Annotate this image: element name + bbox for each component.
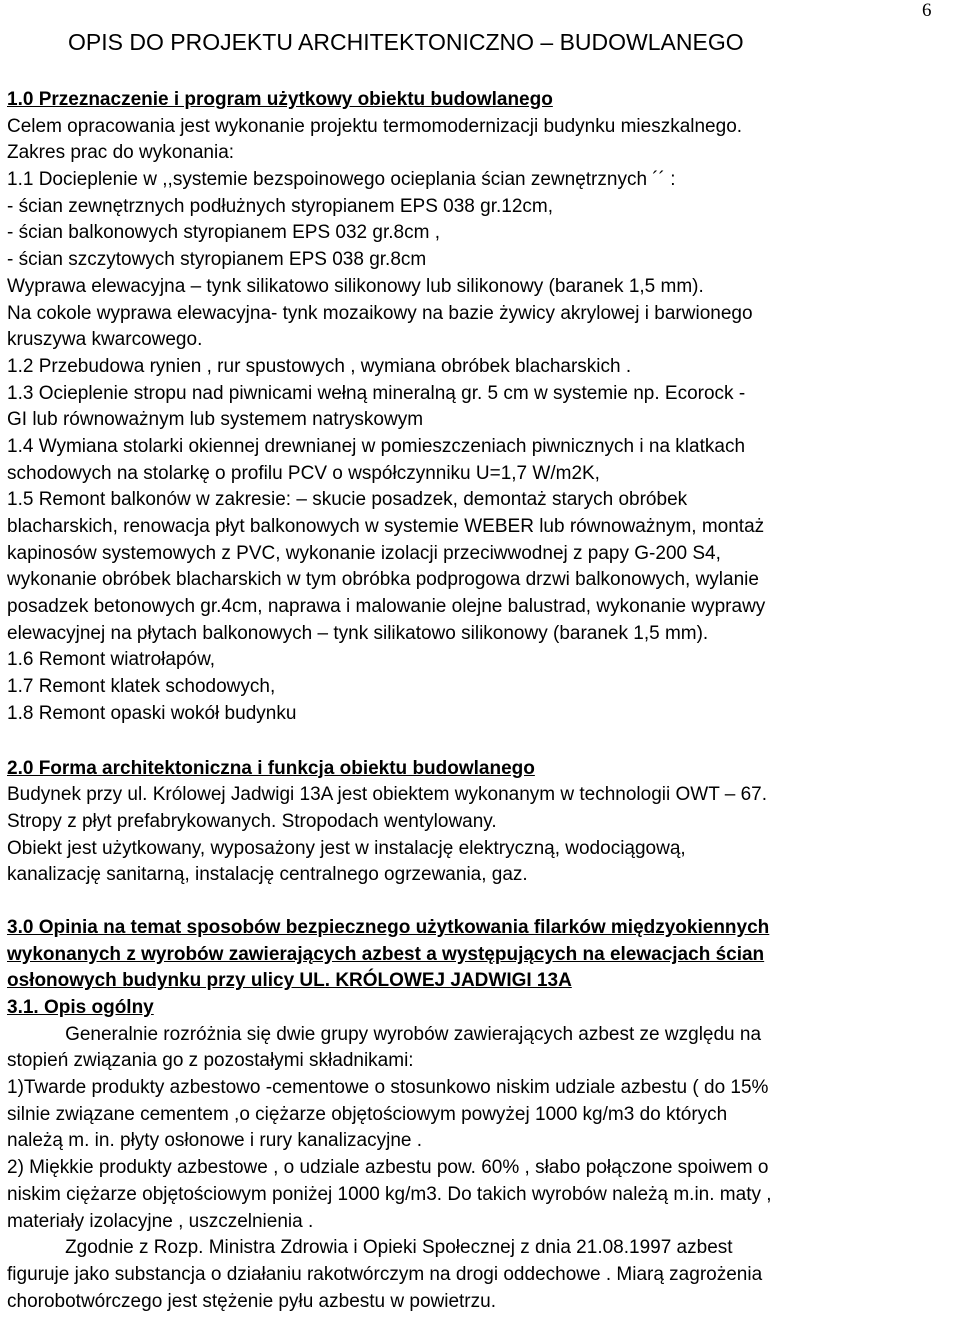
section-heading: wykonanych z wyrobów zawierających azbest a występujących na elewacjach ścian: [7, 943, 765, 965]
text-line: kanalizację sanitarną, instalację centralnego ogrzewania, gaz.: [7, 864, 528, 886]
text-line: Obiekt jest użytkowany, wyposażony jest w instalację elektryczną, wodociągową,: [7, 837, 686, 859]
text-line: schodowych na stolarkę o profilu PCV o współczynniku U=1,7 W/m2K,: [7, 462, 600, 484]
text-line: materiały izolacyjne , uszczelnienia .: [7, 1210, 314, 1232]
text-line: 1.7 Remont klatek schodowych,: [7, 676, 276, 698]
text-line: Stropy z płyt prefabrykowanych. Stropodach wentylowany.: [7, 810, 497, 832]
text-line: Generalnie rozróżnia się dwie grupy wyrobów zawierających azbest ze względu na: [7, 1023, 762, 1045]
text-line: stopień związania go z pozostałymi składnikami:: [7, 1050, 414, 1072]
text-line: posadzek betonowych gr.4cm, naprawa i malowanie olejne balustrad, wykonanie wyprawy: [7, 596, 766, 618]
text-line: należą m. in. płyty osłonowe i rury kanalizacyjne .: [7, 1130, 423, 1152]
document-body: [7, 87, 957, 1315]
text-line: - ścian balkonowych styropianem EPS 032 gr.8cm ,: [7, 222, 440, 244]
text-line: niskim ciężarze objętościowym poniżej 1000 kg/m3. Do takich wyrobów należą m.in. maty ,: [7, 1183, 772, 1205]
text-line: blacharskich, renowacja płyt balkonowych w systemie WEBER lub równoważnym, montaż: [7, 516, 765, 537]
text-line: 1)Twarde produkty azbestowo -cementowe o stosunkowo niskim udziale azbestu ( do 15%: [7, 1077, 769, 1099]
text-line: 1.6 Remont wiatrołapów,: [7, 649, 216, 671]
text-line: Na cokole wyprawa elewacyjna- tynk mozaikowy na bazie żywicy akrylowej i barwionego: [7, 302, 753, 324]
text-line: kapinosów systemowych z PVC, wykonanie izolacji przeciwwodnej z papy G-200 S4,: [7, 542, 721, 564]
text-line: figuruje jako substancja o działaniu rakotwórczym na drogi oddechowe . Miarą zagrożenia: [7, 1263, 763, 1285]
text-line: Celem opracowania jest wykonanie projektu termomodernizacji budynku mieszkalnego.: [7, 115, 743, 137]
section-spacer: [7, 728, 957, 756]
section-heading: osłonowych budynku przy ulicy UL. KRÓLOWEJ JADWIGI 13A: [7, 970, 572, 992]
text-line: 1.1 Docieplenie w ,,systemie bezspoinowego ocieplania ścian zewnętrznych ´´ :: [7, 169, 676, 191]
text-line: 2) Miękkie produkty azbestowe , o udziale azbestu pow. 60% , słabo połączone spoiwem o: [7, 1157, 769, 1179]
text-line: 1.8 Remont opaski wokół budynku: [7, 702, 297, 724]
section-heading: 3.0 Opinia na temat sposobów bezpiecznego użytkowania filarków międzyokiennych: [7, 916, 770, 938]
text-line: Zgodnie z Rozp. Ministra Zdrowia i Opieki Społecznej z dnia 21.08.1997 azbest: [7, 1237, 733, 1259]
text-line: - ścian zewnętrznych podłużnych styropianem EPS 038 gr.12cm,: [7, 195, 553, 217]
text-line: GI lub równoważnym lub systemem natryskowym: [7, 409, 424, 431]
text-line: elewacyjnej na płytach balkonowych – tynk silikatowo silikonowy (baranek 1,5 mm).: [7, 622, 709, 644]
subsection-heading: 3.1. Opis ogólny: [7, 997, 154, 1018]
text-line: 1.4 Wymiana stolarki okiennej drewnianej w pomieszczeniach piwnicznych i na klatkach: [7, 435, 746, 457]
section-spacer: [7, 889, 957, 915]
page-number: 6: [922, 0, 932, 21]
text-line: kruszywa kwarcowego.: [7, 329, 203, 351]
text-line: Wyprawa elewacyjna – tynk silikatowo silikonowy lub silikonowy (baranek 1,5 mm).: [7, 275, 704, 297]
section-heading: 1.0 Przeznaczenie i program użytkowy obiektu budowlanego: [7, 89, 553, 110]
text-line: 1.5 Remont balkonów w zakresie: – skucie posadzek, demontaż starych obróbek: [7, 489, 688, 511]
section-heading: 2.0 Forma architektoniczna i funkcja obiektu budowlanego: [7, 757, 535, 779]
text-line: Budynek przy ul. Królowej Jadwigi 13A jest obiektem wykonanym w technologii OWT – 67.: [7, 784, 768, 806]
text-line: - ścian szczytowych styropianem EPS 038 gr.8cm: [7, 249, 427, 271]
text-line: 1.3 Ocieplenie stropu nad piwnicami wełną mineralną gr. 5 cm w systemie np. Ecorock -: [7, 382, 746, 404]
page-title: OPIS DO PROJEKTU ARCHITEKTONICZNO – BUDOWLANEGO: [68, 29, 744, 55]
text-line: wykonanie obróbek blacharskich w tym obróbka podprogowa drzwi balkonowych, wylanie: [7, 569, 759, 591]
text-line: Zakres prac do wykonania:: [7, 142, 235, 164]
text-line: chorobotwórczego jest stężenie pyłu azbestu w powietrzu.: [7, 1290, 496, 1312]
text-line: silnie związane cementem ,o ciężarze objętościowym powyżej 1000 kg/m3 do których: [7, 1103, 728, 1125]
text-line: 1.2 Przebudowa rynien , rur spustowych , wymiana obróbek blacharskich .: [7, 355, 632, 377]
